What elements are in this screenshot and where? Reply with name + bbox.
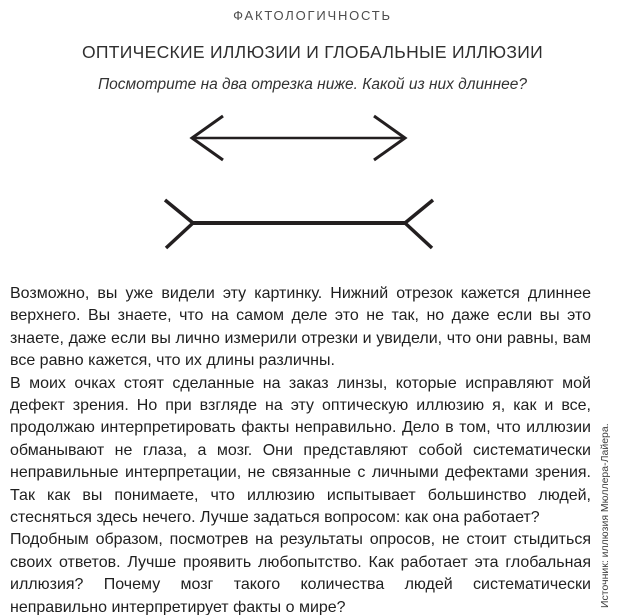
bottom-segment-left-fins-icon bbox=[165, 200, 193, 248]
bottom-segment-right-fins-icon bbox=[405, 200, 433, 248]
page-kicker: ФАКТОЛОГИЧНОСТЬ bbox=[233, 8, 392, 23]
body-text bbox=[10, 283, 591, 615]
top-segment-outward-arrowheads bbox=[192, 116, 405, 160]
figure-question-subtitle: Посмотрите на два отрезка ниже. Какой из них длиннее? bbox=[97, 76, 528, 93]
bottom-segment-inward-arrowheads bbox=[165, 200, 433, 248]
body-paragraph: Подобным образом, посмотрев на результаты опросов, не стоит стыдиться своих ответов. Лучше проявить любопытство. Как работает эта глобальная иллюзия? Почему мозг такого количества людей систематически неправильно интерпретирует факты о мире? bbox=[10, 531, 591, 615]
muller-lyer-illusion-figure bbox=[0, 105, 625, 275]
body-paragraph: В моих очках стоят сделанные на заказ линзы, которые исправляют мой дефект зрения. Но при взгляде на эту оптическую иллюзию я, как и все, продолжаю интерпретировать факты неправильно. Дело в том, что иллюзии обманывают не глаза, а мозг. Они представляют собой систематически неправильные интерпретации, не связанные с личными дефектами зрения. Так как вы понимаете, что иллюзию испытывает большинство людей, стесняться здесь нечего. Лучше задаться вопросом: как она работает? bbox=[10, 374, 591, 527]
body-paragraph: Возможно, вы уже видели эту картинку. Нижний отрезок кажется длиннее верхнего. Вы знаете, что на самом деле это не так, но даже если вы это знаете, даже если вы лично измерили отрезки и увидели, что они равны, вам все равно кажется, что их длины различны. bbox=[10, 285, 591, 370]
page-title: ОПТИЧЕСКИЕ ИЛЛЮЗИИ И ГЛОБАЛЬНЫЕ ИЛЛЮЗИИ bbox=[81, 42, 544, 62]
source-caption: Источник: иллюзия Мюллера-Лайера. bbox=[599, 423, 611, 608]
